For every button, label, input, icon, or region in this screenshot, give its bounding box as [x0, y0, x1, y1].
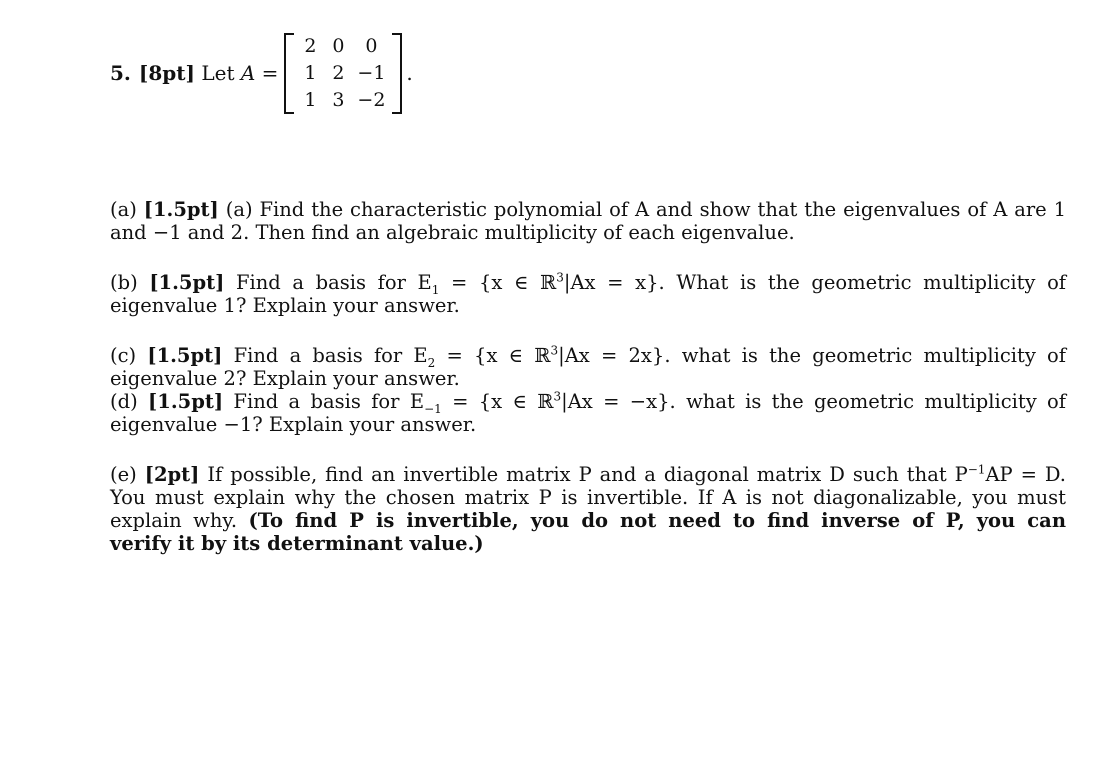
matrix-A [284, 33, 402, 114]
part-e-text-1b: AP = D. [985, 463, 1067, 486]
matrix-cell: 1 [304, 62, 317, 84]
problem-header [110, 28, 413, 118]
part-e-label: (e) [110, 463, 137, 486]
part-d-line-1 [110, 389, 1067, 416]
matrix-cell: −1 [357, 62, 386, 84]
part-e-line-4 [110, 532, 1066, 555]
part-e [110, 463, 1066, 555]
problem-intro: Let [201, 61, 235, 85]
problem-number: 5. [110, 61, 131, 85]
part-c-text-2: eigenvalue 2? Explain your answer. [110, 367, 460, 390]
part-c-set: = {x ∈ ℝ [446, 344, 551, 367]
part-b-points: [1.5pt] [149, 271, 225, 294]
part-b-text-2: eigenvalue 1? Explain your answer. [110, 294, 460, 317]
matrix-left-bracket [284, 33, 294, 114]
part-d-label: (d) [110, 390, 138, 413]
part-c-pre: Find a basis for E [233, 344, 428, 367]
part-d-sup: 3 [553, 389, 562, 404]
part-c-sub: 2 [427, 355, 436, 370]
part-a-text-2: and −1 and 2. Then find an algebraic multiplicity of each eigenvalue. [110, 221, 795, 244]
part-e-text-1a: If possible, find an invertible matrix P and a diagonal matrix D such that P [207, 463, 968, 486]
problem-points: [8pt] [138, 61, 195, 85]
part-e-text-3-bold: (To find P is invertible, you do not need to find inverse of P, you can [248, 509, 1066, 532]
part-a-line-1 [110, 198, 1066, 221]
part-a-text-1: (a) Find the characteristic polynomial of A and show that the eigenvalues of A are 1 [225, 198, 1067, 221]
part-b-sup: 3 [556, 270, 564, 285]
part-e-line-3 [110, 509, 1066, 532]
part-d-cond: |Ax = −x}. what is the geometric multiplicity of [561, 390, 1067, 413]
matrix-cell: 0 [365, 35, 378, 57]
part-e-points: [2pt] [144, 463, 200, 486]
header-period: . [406, 61, 413, 85]
part-a-points: [1.5pt] [143, 198, 219, 221]
part-a [110, 198, 1066, 244]
part-e-text-2: You must explain why the chosen matrix P is invertible. If A is not diagonalizable, you must [110, 486, 1066, 509]
part-e-line-1 [110, 463, 1066, 486]
matrix-cell: 2 [332, 62, 345, 84]
part-a-label: (a) [110, 198, 137, 221]
part-b-label: (b) [110, 271, 138, 294]
part-b-cond: |Ax = x}. What is the geometric multiplicity of [563, 271, 1067, 294]
part-b-line-1 [110, 270, 1067, 297]
part-c-line-1 [110, 343, 1066, 370]
part-d-set: = {x ∈ ℝ [452, 390, 554, 413]
matrix-cell: 1 [304, 89, 317, 111]
part-b-set: = {x ∈ ℝ [451, 271, 557, 294]
matrix-cell: 0 [332, 35, 345, 57]
part-e-text-3-plain: explain why. [110, 509, 238, 532]
part-c-sup: 3 [550, 343, 559, 358]
part-e-sup: −1 [967, 462, 986, 477]
matrix-right-bracket [392, 33, 402, 114]
part-d-sub: −1 [424, 401, 442, 416]
part-e-text-4-bold: verify it by its determinant value.) [110, 532, 484, 555]
part-b-pre: Find a basis for E [235, 271, 432, 294]
part-d-text-2: eigenvalue −1? Explain your answer. [110, 413, 477, 436]
part-c [110, 344, 1066, 390]
part-b [110, 271, 1066, 317]
matrix-cell: 2 [304, 35, 317, 57]
matrix-entries [294, 33, 392, 114]
matrix-cell: 3 [332, 89, 345, 111]
part-d [110, 390, 1066, 436]
part-b-sub: 1 [431, 282, 440, 297]
part-c-cond: |Ax = 2x}. what is the geometric multiplicity of [558, 344, 1066, 367]
equals-sign: = [261, 61, 279, 85]
part-c-label: (c) [110, 344, 137, 367]
matrix-variable: A [240, 61, 256, 85]
part-d-pre: Find a basis for E [233, 390, 425, 413]
part-c-points: [1.5pt] [147, 344, 223, 367]
matrix-cell: −2 [357, 89, 386, 111]
part-d-points: [1.5pt] [148, 390, 224, 413]
